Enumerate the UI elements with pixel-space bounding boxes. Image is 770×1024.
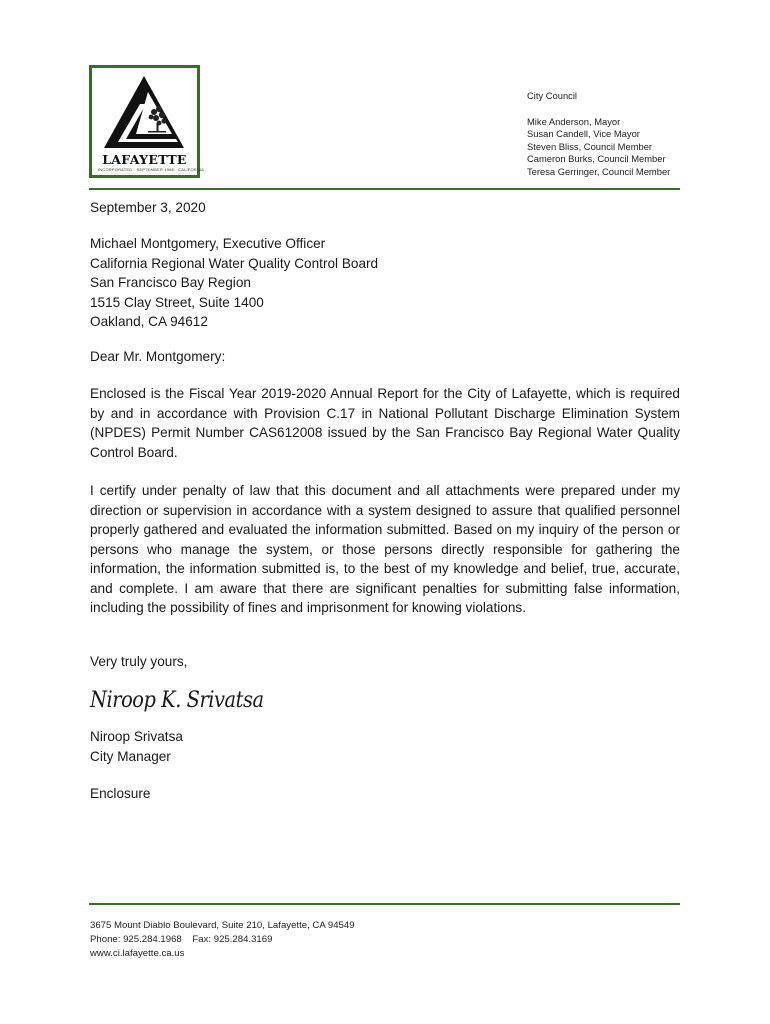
header-divider [89,188,680,190]
closing: Very truly yours, [90,654,188,669]
council-member: Mike Anderson, Mayor [527,115,621,127]
council-title: City Council [527,90,578,101]
recipient-line: Oakland, CA 94612 [90,314,208,329]
recipient-line: California Regional Water Quality Control Board [90,255,379,271]
council-member: Teresa Gerringer, Council Member [527,165,671,177]
logo-tagline: INCORPORATED · SEPTEMBER 1968 · CALIFORNIA [98,167,205,172]
body-paragraph-1: Enclosed is the Fiscal Year 2019-2020 Annual Report for the City of Lafayette, which is required by and in accordance with Provision C.17 in National Pollutant Discharge Elimination System (NPDES) Permit Number CAS612008 issued by the San Francisco Bay Regional Water Quality Control Board. [90,386,680,460]
city-logo [89,65,205,178]
logo-name-text: LAFAYETTE [102,152,187,167]
body-paragraph-2: I certify under penalty of law that this document and all attachments were prepared under my direction or supervision in accordance with a system designed to assure that qualified personnel properly gathered and evaluated the information submitted. Based on my inquiry of the person or persons who manage the system, or those persons directly responsible for gathering the information, the information submitted is, to the best of my knowledge and belief, true, accurate, and complete. I am aware that there are significant penalties for submitting false information, including the possibility of fines and imprisonment for knowing violations. [90,483,680,615]
signer-title: City Manager [90,748,171,764]
letter-date: September 3, 2020 [90,200,206,215]
recipient-line: San Francisco Bay Region [90,275,251,290]
signer-name: Niroop Srivatsa [90,729,183,744]
recipient-line: Michael Montgomery, Executive Officer [90,236,326,251]
footer-address: 3675 Mount Diablo Boulevard, Suite 210, Lafayette, CA 94549 [90,920,355,931]
recipient-line: 1515 Clay Street, Suite 1400 [90,294,264,310]
enclosure-note: Enclosure [90,786,151,801]
footer-divider [89,903,680,905]
footer-website-link[interactable]: www.ci.lafayette.ca.us [90,948,185,959]
handwritten-signature: Niroop K. Srivatsa [90,688,264,713]
footer [90,919,490,961]
council-member: Susan Candell, Vice Mayor [527,128,640,140]
city-council-block [527,90,727,179]
council-member: Cameron Burks, Council Member [527,153,666,165]
council-member: Steven Bliss, Council Member [527,140,653,152]
signer-block [90,727,680,766]
footer-phone-fax: Phone: 925.284.1968 Fax: 925.284.3169 [90,934,273,945]
salutation: Dear Mr. Montgomery: [90,349,226,364]
recipient-address [90,234,680,332]
